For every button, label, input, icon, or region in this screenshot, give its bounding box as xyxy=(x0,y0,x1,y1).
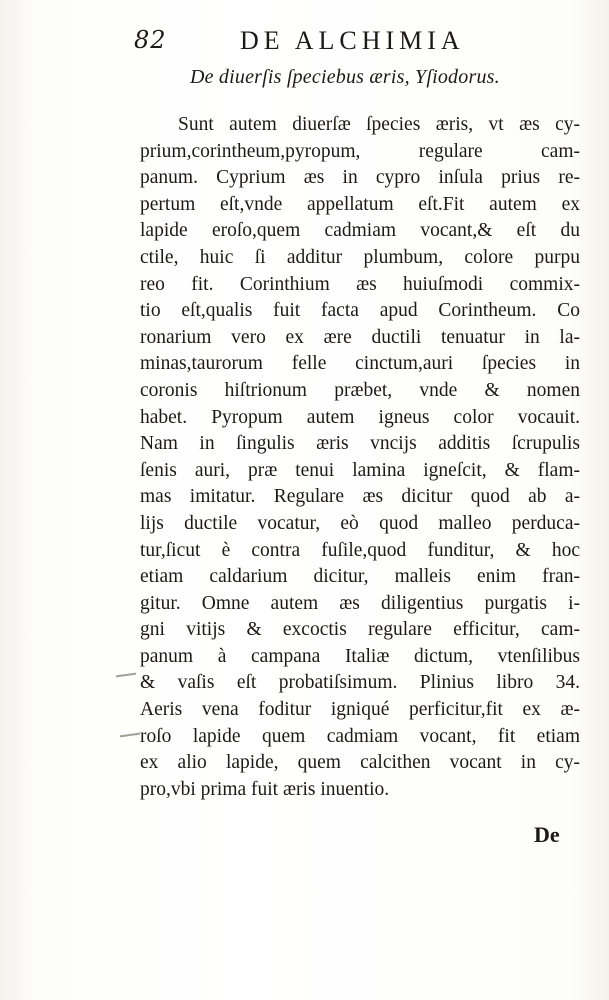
text-line: pertum eſt,vnde appellatum eſt.Fit autem ex xyxy=(140,193,580,215)
text-line: ex alio lapide, quem calcithen vocant in cy- xyxy=(140,752,580,774)
text-line: ctile, huic ſi additur plumbum, colore purpu xyxy=(140,246,580,268)
text-line: gitur. Omne autem æs diligentius purgatis i- xyxy=(140,592,580,614)
text-line: ſenis auri, præ tenui lamina igneſcit, & flam- xyxy=(140,459,580,481)
text-line: lapide eroſo,quem cadmiam vocant,& eſt du xyxy=(140,220,580,242)
text-line: gni vitijs & excoctis regulare efficitur, cam- xyxy=(140,619,580,641)
page-header xyxy=(134,26,574,66)
text-line: habet. Pyropum autem igneus color vocauit. xyxy=(140,406,580,428)
text-line: mas imitatur. Regulare æs dicitur quod ab a- xyxy=(140,486,580,508)
body-text xyxy=(140,112,580,803)
text-line: minas,taurorum felle cinctum,auri ſpecies in xyxy=(140,353,580,375)
margin-mark xyxy=(120,733,140,738)
text-line: panum à campana Italiæ dictum, vtenſilibus xyxy=(140,645,580,667)
text-line: ronarium vero ex ære ductili tenuatur in la- xyxy=(140,326,580,348)
text-line: etiam caldarium dicitur, malleis enim fran- xyxy=(140,566,580,588)
page-number: 82 xyxy=(134,26,167,54)
text-line: reo fit. Corinthium æs huiuſmodi commix- xyxy=(140,273,580,295)
text-line: tur,ſicut è contra fuſile,quod funditur, & hoc xyxy=(140,539,580,561)
text-line: Nam in ſingulis æris vncijs additis ſcrupulis xyxy=(140,433,580,455)
running-head: DE ALCHIMIA xyxy=(240,26,465,55)
text-line: panum. Cyprium æs in cypro inſula prius re- xyxy=(140,167,580,189)
text-line: & vaſis eſt probatiſsimum. Plinius libro 34. xyxy=(140,672,580,694)
text-line: lijs ductile vocatur, eò quod malleo perduca- xyxy=(140,512,580,534)
text-line: coronis hiſtrionum præbet, vnde & nomen xyxy=(140,379,580,401)
text-line: roſo lapide quem cadmiam vocant, fit etiam xyxy=(140,725,580,747)
text-line: prium,corintheum,pyropum, regulare cam- xyxy=(140,140,580,162)
text-line: Sunt autem diuerſæ ſpecies æris, vt æs cy- xyxy=(178,114,580,135)
section-title: De diuerſis ſpeciebus æris, Yſiodorus. xyxy=(190,66,500,88)
text-line: Aeris vena foditur igniqué perficitur,fit ex æ- xyxy=(140,699,580,721)
text-line: pro,vbi prima fuit æris inuentio. xyxy=(140,778,390,800)
margin-mark xyxy=(116,673,136,678)
text-line: tio eſt,qualis fuit facta apud Corintheum. Co xyxy=(140,300,580,322)
catchword: De xyxy=(534,822,560,847)
